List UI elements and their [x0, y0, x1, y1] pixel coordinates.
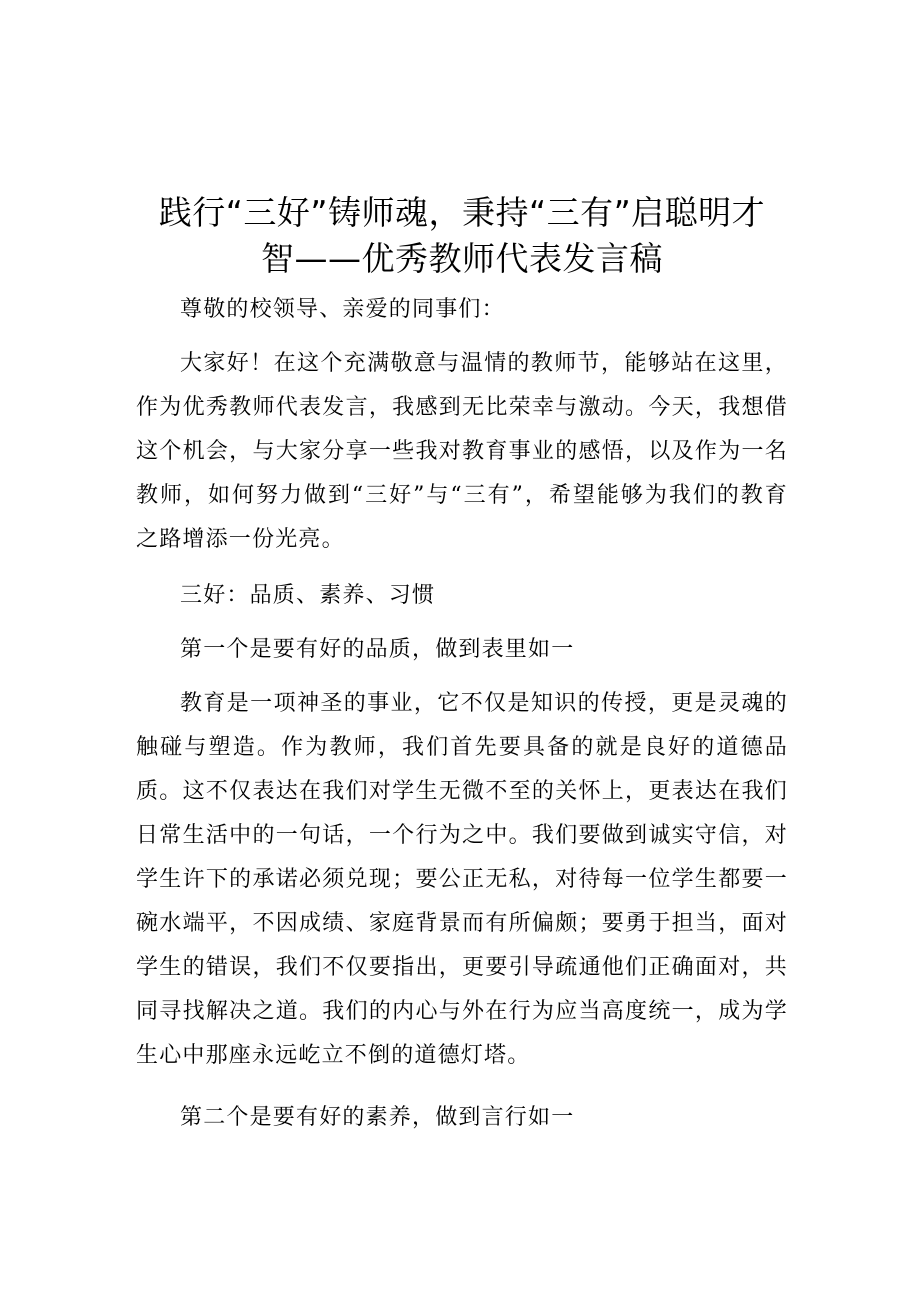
title-line-2: 智——优秀教师代表发言稿 — [261, 239, 663, 278]
salutation: 尊敬的校领导、亲爱的同事们： — [180, 297, 505, 322]
document-content — [136, 190, 788, 1140]
intro-paragraph: 大家好！在这个充满敬意与温情的教师节，能够站在这里，作为优秀教师代表发言，我感到无比荣幸与激动。今天，我想借这个机会，与大家分享一些我对教育事业的感悟，以及作为一名教师，如何努力做到“三好”与“三有”，希望能够为我们的教育之路增添一份光亮。 — [136, 351, 788, 552]
document-title — [136, 190, 788, 282]
point-1-heading: 第一个是要有好的品质，做到表里如一 — [180, 637, 575, 662]
point-2-heading: 第二个是要有好的素养，做到言行如一 — [180, 1105, 575, 1130]
title-line-1: 践行“三好”铸师魂，秉持“三有”启聪明才 — [158, 193, 766, 232]
point-1-body: 教育是一项神圣的事业，它不仅是知识的传授，更是灵魂的触碰与塑造。作为教师，我们首先要具备的就是良好的道德品质。这不仅表达在我们对学生无微不至的关怀上，更表达在我们日常生活中的一句话，一个行为之中。我们要做到诚实守信，对学生许下的承诺必须兑现；要公正无私，对待每一位学生都要一碗水端平，不因成绩、家庭背景而有所偏颇；要勇于担当，面对学生的错误，我们不仅要指出，更要引导疏通他们正确面对，共同寻找解决之道。我们的内心与外在行为应当高度统一，成为学生心中那座永远屹立不倒的道德灯塔。 — [136, 691, 788, 1068]
section-heading: 三好：品质、素养、习惯 — [180, 583, 436, 608]
